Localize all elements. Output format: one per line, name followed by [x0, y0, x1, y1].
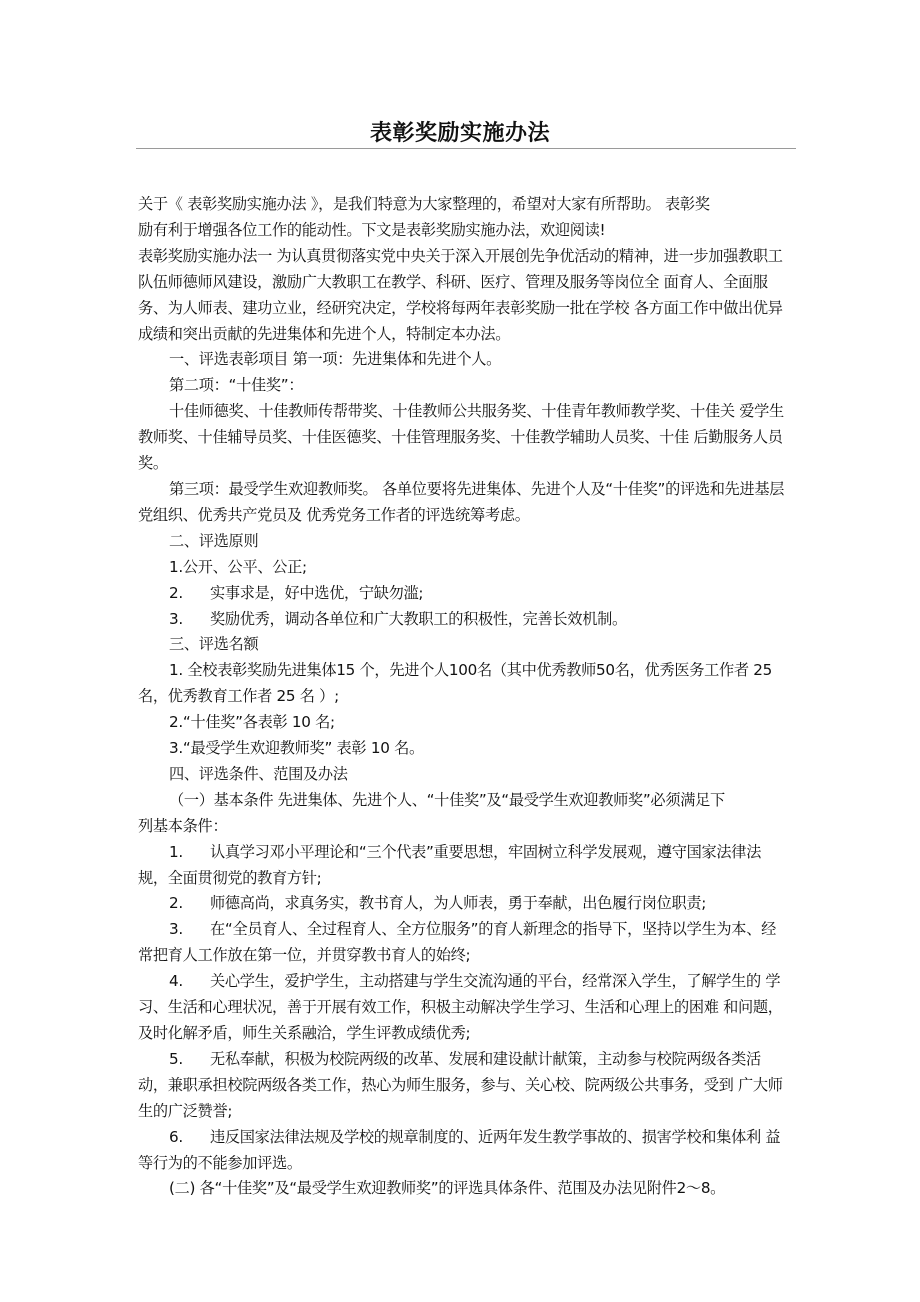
- award-item-2-list: 十佳师德奖、十佳教师传帮带奖、十佳教师公共服务奖、十佳青年教师教学奖、十佳关 爱学生教师奖、十佳辅导员奖、十佳医德奖、十佳管理服务奖、十佳教学辅助人员奖、十佳 后勤服务人员奖。: [138, 402, 784, 473]
- condition-item: 2. 师德高尚，求真务实，教书育人，为人师表，勇于奉献，出色履行岗位职责;: [138, 891, 792, 917]
- intro-paragraph-line-2: 励有利于增强各位工作的能动性。下文是表彰奖励实施办法，欢迎阅读!: [138, 220, 606, 239]
- principle-item: 2. 实事求是，好中选优，宁缺勿滥;: [138, 581, 792, 607]
- condition-item: 4. 关心学生，爱护学生，主动搭建与学生交流沟通的平台，经常深入学生，了解学生的 学习、生活和心理状况，善于开展有效工作，积极主动解决学生学习、生活和心理上的困难 和问题，及时化解矛盾，师生关系融洽，学生评教成绩优秀;: [138, 969, 792, 1047]
- section-heading-3: 三、评选名额: [169, 635, 259, 654]
- condition-item: 3. 在“全员育人、全过程育人、全方位服务”的育人新理念的指导下，坚持以学生为本、经 常把育人工作放在第一位，并贯穿教书育人的始终;: [138, 917, 792, 969]
- award-item-2-heading: 第二项：“十佳奖”：: [169, 376, 304, 395]
- basic-conditions-heading-cont: 列基本条件：: [138, 816, 228, 835]
- list-number: 6.: [169, 1127, 183, 1146]
- list-number: 1.: [169, 842, 183, 861]
- section-heading-1: 一、评选表彰项目 第一项：先进集体和先进个人。: [169, 350, 502, 369]
- condition-item: 6. 违反国家法律法规及学校的规章制度的、近两年发生教学事故的、损害学校和集体利 益等行为的不能参加评选。: [138, 1125, 792, 1177]
- basic-conditions-heading: （一）基本条件 先进集体、先进个人、“十佳奖”及“最受学生欢迎教师奖”必须满足下: [169, 790, 725, 809]
- title-divider: [136, 148, 796, 149]
- list-number: 2.: [169, 583, 183, 602]
- document-body: [138, 192, 792, 1202]
- specific-conditions-note: (二) 各“十佳奖”及“最受学生欢迎教师奖”的评选具体条件、范围及办法见附件2～8。: [169, 1179, 726, 1198]
- award-item-3: 第三项：最受学生欢迎教师奖。 各单位要将先进集体、先进个人及“十佳奖”的评选和先进基层党组织、优秀共产党员及 优秀党务工作者的评选统筹考虑。: [138, 479, 785, 524]
- list-number: 3.: [169, 920, 183, 939]
- preamble-paragraph: 表彰奖励实施办法一 为认真贯彻落实党中央关于深入开展创先争优活动的精神，进一步加强教职工队伍师德师风建设，激励广大教职工在教学、科研、医疗、管理及服务等岗位全 面育人、全面服务、为人师表、建功立业，经研究决定，学校将每两年表彰奖励一批在学校 各方面工作中做出优异成绩和突出贡献的先进集体和先进个人，特制定本办法。: [138, 246, 783, 343]
- condition-item: 1. 认真学习邓小平理论和“三个代表”重要思想，牢固树立科学发展观，遵守国家法律法 规，全面贯彻党的教育方针;: [138, 840, 792, 892]
- quota-item: 1. 全校表彰奖励先进集体15 个，先进个人100名（其中优秀教师50名，优秀医务工作者 25 名，优秀教育工作者 25 名 ）;: [138, 661, 773, 706]
- list-number: 4.: [169, 972, 183, 991]
- condition-item: 5. 无私奉献，积极为校院两级的改革、发展和建设献计献策，主动参与校院两级各类活 动，兼职承担校院两级各类工作，热心为师生服务，参与、关心校、院两级公共事务，受到 广大师生的广泛赞誉;: [138, 1047, 792, 1125]
- list-number: 5.: [169, 1049, 183, 1068]
- quota-item: 2.“十佳奖”各表彰 10 名;: [169, 713, 335, 732]
- principle-item: 3. 奖励优秀，调动各单位和广大教职工的积极性，完善长效机制。: [138, 607, 792, 633]
- intro-paragraph-line-1: 关于《 表彰奖励实施办法 》，是我们特意为大家整理的，希望对大家有所帮助。 表彰奖: [138, 195, 710, 213]
- section-heading-4: 四、评选条件、范围及办法: [169, 764, 348, 783]
- principle-item: 1.公开、公平、公正;: [169, 557, 307, 576]
- section-heading-2: 二、评选原则: [169, 531, 259, 550]
- list-number: 2.: [169, 894, 183, 913]
- list-number: 3.: [169, 609, 183, 628]
- quota-item: 3.“最受学生欢迎教师奖” 表彰 10 名。: [169, 739, 424, 758]
- document-title: 表彰奖励实施办法: [369, 121, 550, 146]
